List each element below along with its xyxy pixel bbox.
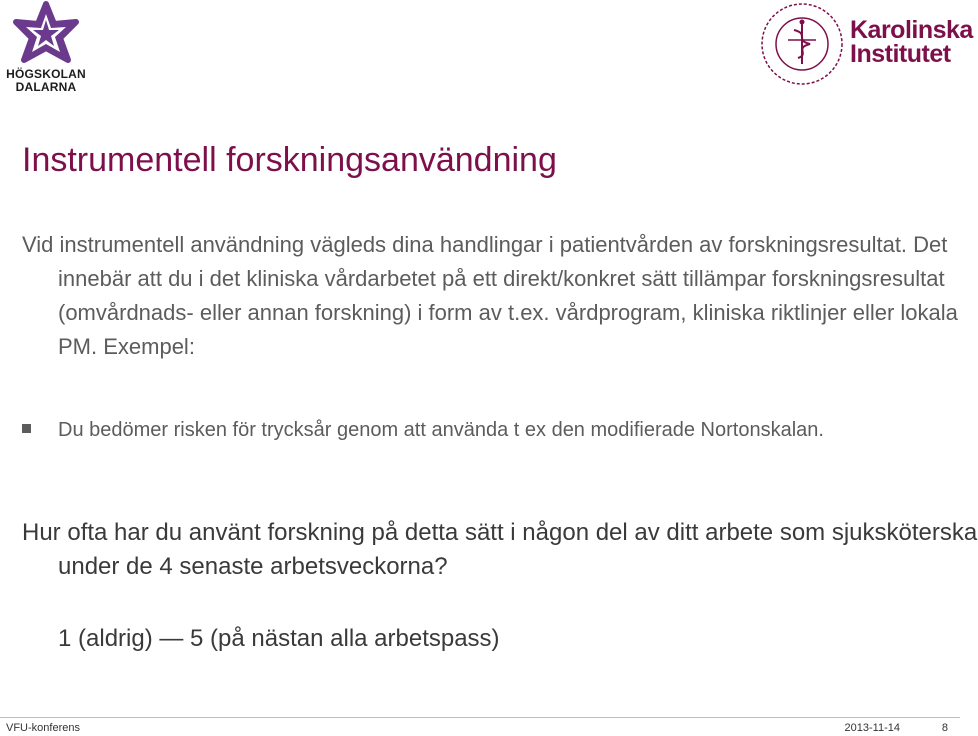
page-number: 8 [941,722,948,734]
star-emblem-icon [8,2,84,66]
logo-name-line2: DALARNA [15,80,77,94]
slide-title: Instrumentell forskningsanvändning [22,141,557,179]
rating-scale: 1 (aldrig) — 5 (på nästan alla arbetspass) [58,625,500,652]
karolinska-institutet-logo [758,0,973,90]
question-paragraph: Hur ofta har du använt forskning på detta sätt i någon del av ditt arbete som sjuksköterska under de 4 senaste arbetsveckorna? [22,519,978,580]
logo-name-line1: Karolinska [850,16,973,44]
hogskolan-dalarna-logo [0,2,100,98]
square-bullet-icon [22,424,31,433]
ki-seal-icon [758,0,846,88]
logo-name-line2: Institutet [850,40,951,68]
footer-divider [0,717,960,718]
footer-title: VFU-konferens [6,722,80,734]
logo-name-line1: HÖGSKOLAN [6,67,86,81]
footer-date: 2013-11-14 [844,722,900,734]
bullet-item [22,414,922,446]
bullet-text: Du bedömer risken för trycksår genom att använda t ex den modifierade Nortonskalan. [58,419,824,441]
intro-paragraph: Vid instrumentell användning vägleds dina handlingar i patientvården av forskningsresultat. Det innebär att du i det kliniska vårdarbetet på ett direkt/konkret sätt tillämpar forskningsresultat (omvårdnads- eller annan forskning) i form av t.ex. vårdprogram, kliniska riktlinjer eller lokala PM. Exempel: [22,232,958,359]
